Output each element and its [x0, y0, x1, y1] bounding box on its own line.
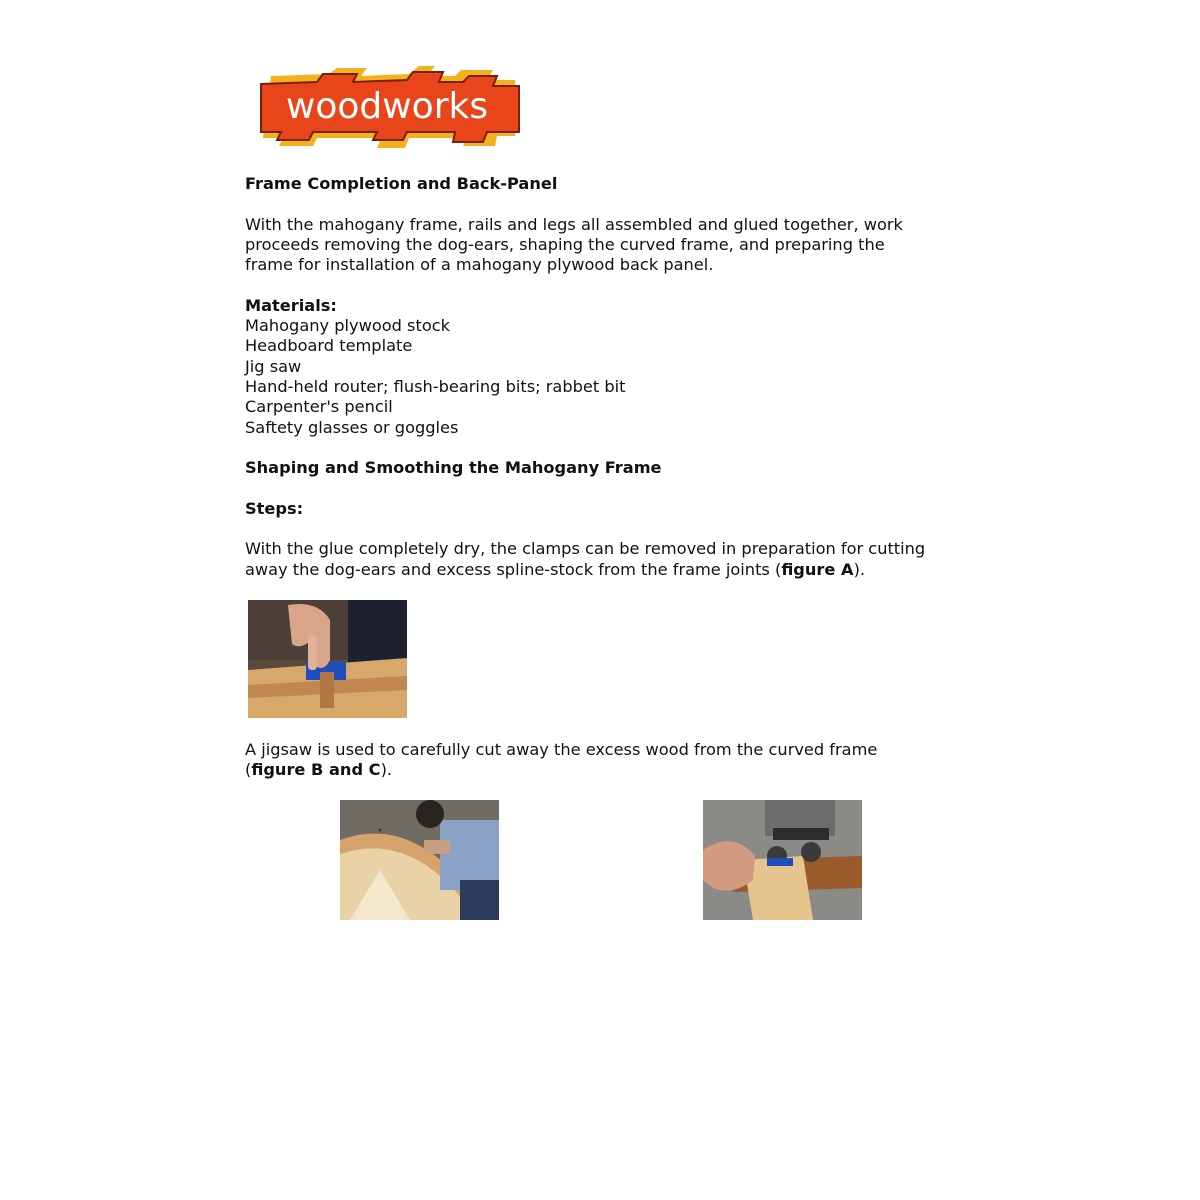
materials-item: Saftety glasses or goggles [245, 417, 459, 437]
intro-line: proceeds removing the dog-ears, shaping the curved frame, and preparing the [245, 234, 885, 254]
figure-bc-reference: figure B and C [251, 760, 381, 780]
figure-a-reference: figure A [781, 559, 854, 579]
intro-line: frame for installation of a mahogany plywood back panel. [245, 255, 714, 275]
step-line [245, 760, 965, 780]
figure-a-photo [248, 600, 407, 718]
intro-paragraph [245, 215, 965, 276]
svg-text:woodworks: woodworks [285, 86, 489, 127]
figure-b-photo [340, 800, 499, 920]
step-text: away the dog-ears and excess spline-stock from the frame joints ( [245, 559, 782, 579]
materials-item: Hand-held router; flush-bearing bits; rabbet bit [245, 376, 626, 396]
step-1-paragraph [245, 539, 965, 580]
subsection-title: Shaping and Smoothing the Mahogany Frame [245, 458, 662, 478]
step-line [245, 560, 965, 580]
step-text: ). [853, 559, 866, 579]
materials-item: Carpenter's pencil [245, 397, 393, 417]
section-title: Frame Completion and Back-Panel [245, 174, 558, 193]
steps-heading: Steps: [245, 498, 304, 518]
materials-heading: Materials: [245, 295, 337, 315]
step-2-block [245, 740, 965, 781]
materials-item: Jig saw [245, 356, 302, 376]
woodworks-logo [257, 66, 523, 150]
materials-list [245, 316, 965, 438]
step-text: ). [380, 760, 393, 780]
figure-c-photo [703, 800, 862, 920]
step-2-paragraph [245, 740, 965, 781]
step-text: ( [245, 760, 252, 780]
materials-item: Headboard template [245, 336, 413, 356]
step-line: With the glue completely dry, the clamps can be removed in preparation for cutting [245, 539, 926, 559]
intro-line: With the mahogany frame, rails and legs all assembled and glued together, work [245, 214, 903, 234]
step-line: A jigsaw is used to carefully cut away the excess wood from the curved frame [245, 740, 878, 759]
article-body [245, 174, 965, 580]
materials-item: Mahogany plywood stock [245, 316, 451, 336]
